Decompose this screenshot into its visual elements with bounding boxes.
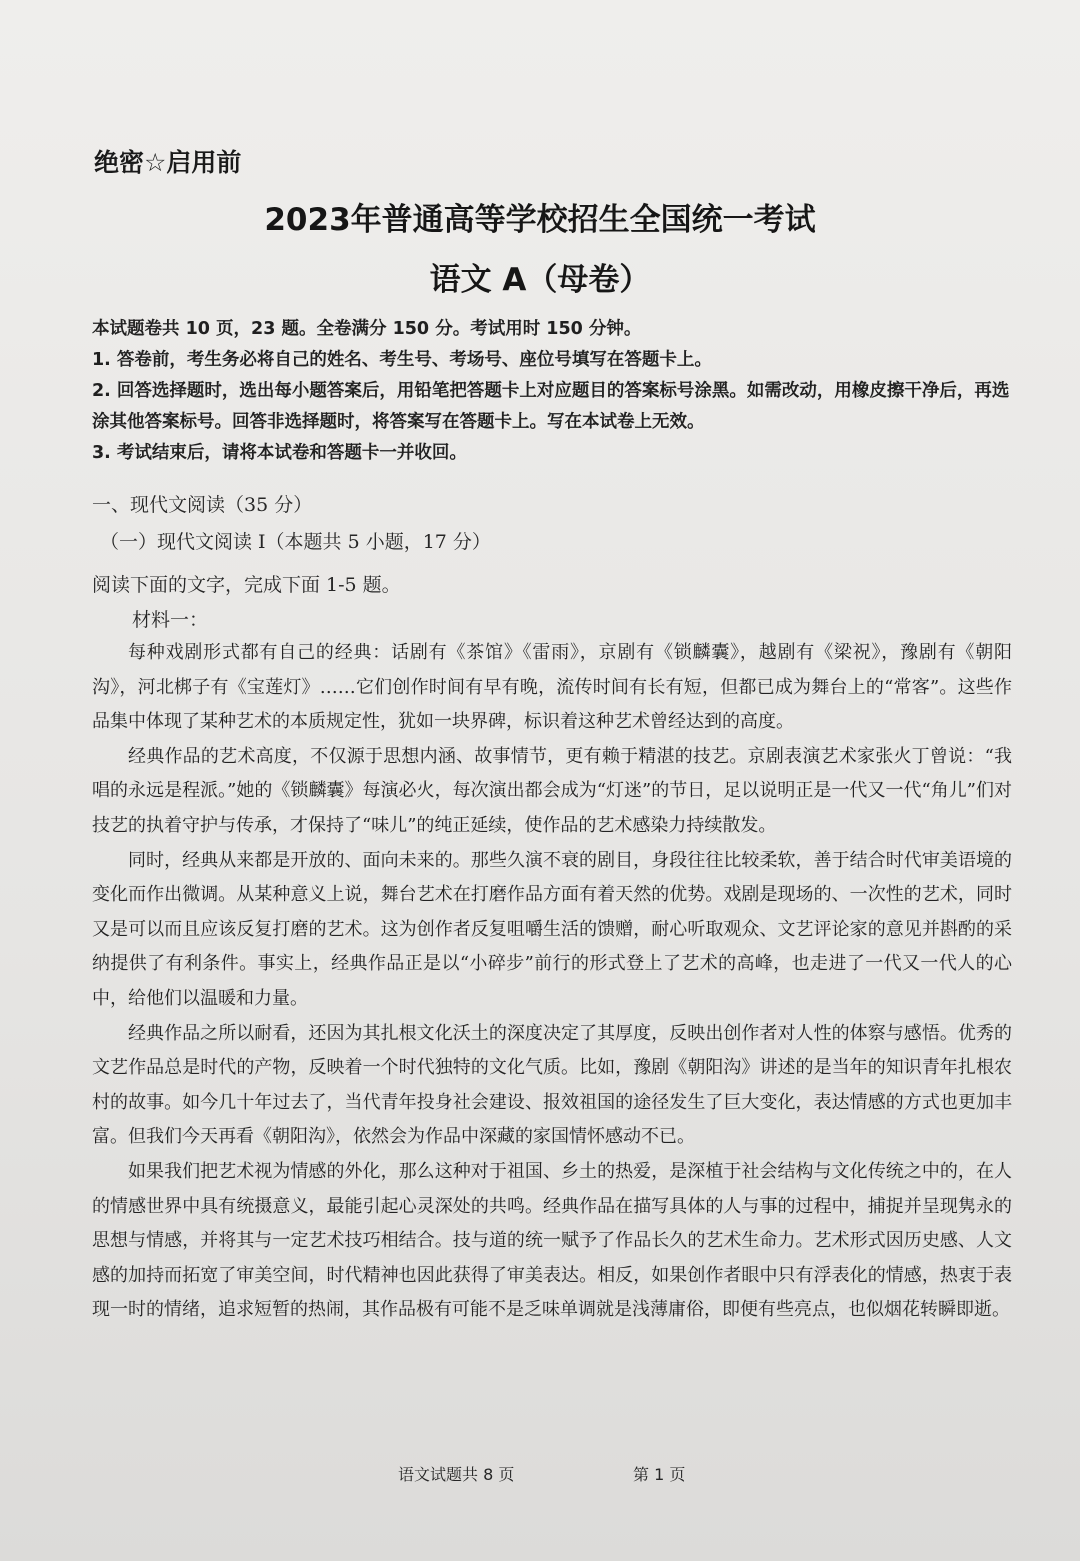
footer-page-number: 第 1 页	[633, 1465, 686, 1484]
confidential-label: 绝密☆启用前	[94, 148, 242, 177]
exam-subtitle: 语文 A（母卷）	[429, 262, 651, 298]
reading-passage	[92, 636, 1012, 1328]
passage-paragraph: 同时，经典从来都是开放的、面向未来的。那些久演不衰的剧目，身段往往比较柔软，善于结合时代审美语境的变化而作出微调。从某种意义上说，舞台艺术在打磨作品方面有着天然的优势。戏剧是现场的、一次性的艺术，同时又是可以而且应该反复打磨的艺术。这为创作者反复咀嚼生活的馈赠，耐心听取观众、文艺评论家的意见并斟酌的采纳提供了有利条件。事实上，经典作品正是以“小碎步”前行的形式登上了艺术的高峰，也走进了一代又一代人的心中，给他们以温暖和力量。	[92, 849, 1012, 1009]
instruction-line: 1. 答卷前，考生务必将自己的姓名、考生号、考场号、座位号填写在答题卡上。	[92, 350, 712, 370]
reading-directive: 阅读下面的文字，完成下面 1-5 题。	[92, 574, 401, 596]
passage-paragraph: 如果我们把艺术视为情感的外化，那么这种对于祖国、乡土的热爱，是深植于社会结构与文化传统之中的，在人的情感世界中具有统摄意义，最能引起心灵深处的共鸣。经典作品在描写具体的人与事的过程中，捕捉并呈现隽永的思想与情感，并将其与一定艺术技巧相结合。技与道的统一赋予了作品长久的艺术生命力。艺术形式因历史感、人文感的加持而拓宽了审美空间，时代精神也因此获得了审美表达。相反，如果创作者眼中只有浮表化的情感，热衷于表现一时的情绪，追求短暂的热闹，其作品极有可能不是乏味单调就是浅薄庸俗，即便有些亮点，也似烟花转瞬即逝。	[92, 1160, 1012, 1321]
material-label: 材料一：	[132, 609, 209, 631]
passage-paragraph: 经典作品的艺术高度，不仅源于思想内涵、故事情节，更有赖于精湛的技艺。京剧表演艺术家张火丁曾说：“我唱的永远是程派。”她的《锁麟囊》每演必火，每次演出都会成为“灯迷”的节日，足以说明正是一代又一代“角儿”们对技艺的执着守护与传承，才保持了“味儿”的纯正延续，使作品的艺术感染力持续散发。	[92, 745, 1012, 836]
instruction-line: 3. 考试结束后，请将本试卷和答题卡一并收回。	[92, 443, 467, 463]
passage-paragraph: 经典作品之所以耐看，还因为其扎根文化沃土的深度决定了其厚度，反映出创作者对人性的体察与感悟。优秀的文艺作品总是时代的产物，反映着一个时代独特的文化气质。比如，豫剧《朝阳沟》讲述的是当年的知识青年扎根农村的故事。如今几十年过去了，当代青年投身社会建设、报效祖国的途径发生了巨大变化，表达情感的方式也更加丰富。但我们今天再看《朝阳沟》，依然会为作品中深藏的家国情怀感动不已。	[92, 1022, 1012, 1148]
footer-total-pages: 语文试题共 8 页	[398, 1465, 515, 1484]
exam-title: 2023年普通高等学校招生全国统一考试	[264, 202, 816, 238]
section-heading-part1: 一、现代文阅读（35 分）	[92, 494, 313, 516]
instructions-block	[92, 314, 1012, 469]
passage-paragraph: 每种戏剧形式都有自己的经典：话剧有《茶馆》《雷雨》，京剧有《锁麟囊》，越剧有《梁祝》，豫剧有《朝阳沟》，河北梆子有《宝莲灯》……它们创作时间有早有晚，流传时间有长有短，但都已成为舞台上的“常客”。这些作品集中体现了某种艺术的本质规定性，犹如一块界碑，标识着这种艺术曾经达到的高度。	[92, 642, 1012, 733]
instruction-line: 2. 回答选择题时，选出每小题答案后，用铅笔把答题卡上对应题目的答案标号涂黑。如需改动，用橡皮擦干净后，再选涂其他答案标号。回答非选择题时，将答案写在答题卡上。写在本试卷上无效。	[92, 381, 1010, 432]
section-heading-reading-1: （一）现代文阅读 I（本题共 5 小题，17 分）	[100, 531, 491, 553]
instruction-line: 本试题卷共 10 页，23 题。全卷满分 150 分。考试用时 150 分钟。	[92, 319, 642, 339]
